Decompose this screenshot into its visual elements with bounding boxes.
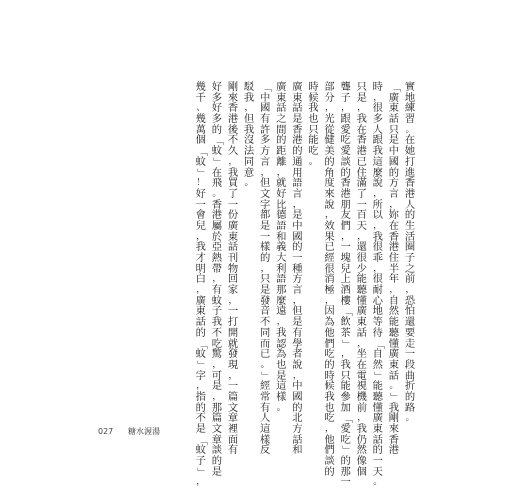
text-column: 「 廣 東 話 只 是 中 國 的 方 言 ， 妳 在 香 港 住 半 年 ， 自 然 能 聽 懂 廣 東 話 。 」 我 剛 來 香 港 bbox=[388, 82, 401, 457]
text-column: 時 候 我 也 只 能 吃 。 bbox=[308, 81, 319, 167]
text-column: 部 分 ， 光 從 健 美 的 角 度 來 說 ， 效 果 已 經 很 消 極 ， 因 為 他 們 吃 的 時 候 我 也 吃 ， 他 們 談 的 bbox=[324, 81, 335, 478]
text-column: 聾 子 ， 跟 愛 吃 愛 談 的 香 港 朋 友 們 ， 一 塊 兒 上 酒 樓 「 飲 茶 」 ， 我 只 能 參 加 「 愛 吃 」 的 那 一 bbox=[339, 81, 352, 489]
text-column: 剛 來 香 港 後 不 久 ， 我 買 了 一 份 廣 東 話 刊 物 回 家 ， 一 打 開 就 發 現 ， 一 篇 文 章 裡 面 有 bbox=[227, 81, 239, 457]
text-column: 時 ， 很 多 人 跟 我 這 麼 說 ， 所 以 ， 我 很 乖 ， 很 耐 心 地 等 待 「 自 然 」 能 聽 懂 廣 東 話 的 一 天 。 bbox=[372, 81, 385, 488]
text-column: 廣 東 話 是 香 港 的 通 用 語 言 ， 是 中 國 的 一 種 方 言 ， 但 是 有 學 者 說 ， 中 國 的 北 方 話 和 bbox=[292, 81, 303, 457]
text-column: 好 多 好 多 的 「 蚊 」 在 飛 。 香 港 屬 於 亞 熱 帶 ， 有 蚊 子 我 不 吃 驚 ， 可 是 ， 那 篇 文 章 談 的 是 bbox=[211, 81, 224, 478]
page-number: 027 bbox=[98, 427, 114, 436]
text-column: 幾 千 、 幾 萬 個 「 蚊 」 ！ 好 一 會 兒 ， 我 才 明 白 ， 廣 東 話 的 「 蚊 」 字 ， 指 的 不 是 「 蚊 子 」 ， bbox=[195, 81, 208, 488]
text-column: 「 中 國 有 許 多 方 言 ， 但 文 字 都 是 一 樣 的 ， 只 是 發 音 不 同 而 已 。 」 經 常 有 人 這 樣 反 bbox=[259, 82, 272, 457]
text-column: 廣 東 話 之 間 的 距 離 ， 就 好 比 德 語 和 義 大 利 語 那 麼 遠 ， 我 認 為 也 是 這 樣 。 bbox=[276, 81, 287, 413]
running-title: 糖水渥湯 bbox=[128, 427, 160, 436]
text-column: 只 是 ， 我 在 香 港 已 住 滿 了 一 百 天 ， 還 很 少 能 聽 懂 廣 東 話 ， 坐 在 電 視 機 前 ， 我 仍 然 像 個 bbox=[356, 81, 367, 478]
text-column: 實 地 練 習 。 在 她 打 進 香 港 人 的 生 活 圈 子 之 前 ， 恐 怕 還 要 走 一 段 曲 折 的 路 。 bbox=[404, 81, 416, 424]
text-column: 駁 我 ， 但 我 沒 法 同 意 。 bbox=[243, 81, 255, 189]
vertical-text-block bbox=[191, 81, 416, 489]
